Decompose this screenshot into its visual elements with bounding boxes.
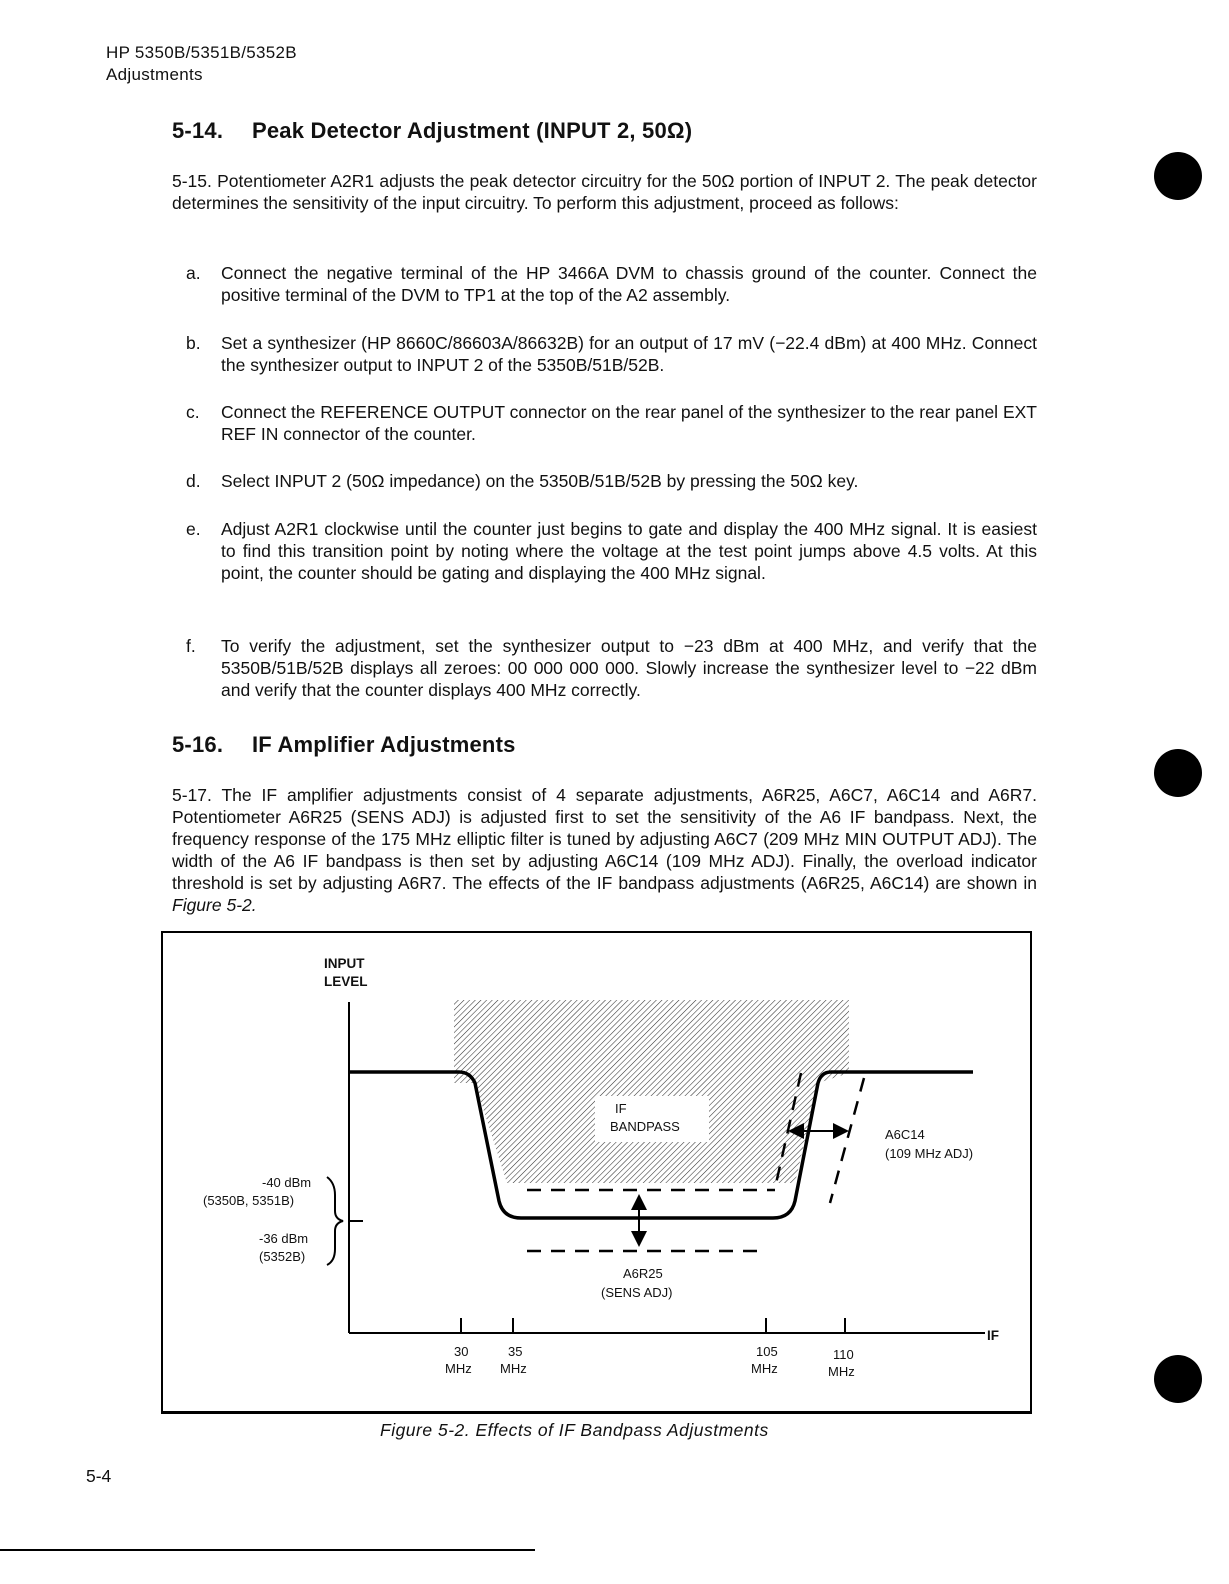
list-item-label: a.	[186, 263, 201, 283]
list-item	[186, 262, 1037, 306]
tick-label-value: 110	[833, 1347, 854, 1362]
page-number: 5-4	[86, 1466, 112, 1486]
list-item	[186, 401, 1037, 445]
list-item-text: To verify the adjustment, set the synthesizer output to −23 dBm at 400 MHz, and verify that the 5350B/51B/52B displays all zeroes: 00 000 000 000. Slowly increase the synthesizer level to −22 dBm and verify that the counter displays 400 MHz correctly.	[221, 636, 1037, 700]
section-heading-if-amplifier	[172, 732, 516, 758]
list-item-label: c.	[186, 402, 200, 422]
section-heading-peak-detector	[172, 118, 692, 144]
adjusted-edge-dashed	[830, 1078, 864, 1203]
tick-label-unit: MHz	[751, 1361, 778, 1376]
list-item-label: e.	[186, 519, 201, 539]
paragraph-5-15: 5-15. Potentiometer A2R1 adjusts the peak detector circuitry for the 50Ω portion of INPUT 2. The peak detector determines the sensitivity of the input circuitry. To perform this adjustment, proceed as follows:	[172, 171, 1037, 213]
figure-reference: Figure 5-2.	[172, 895, 257, 915]
paragraph-text: 5-17. The IF amplifier adjustments consist of 4 separate adjustments, A6R25, A6C7, A6C14 and A6R7. Potentiometer A6R25 (SENS ADJ) is adjusted first to set the sensitivity of the A6 IF bandpass. Next, the frequency response of the 175 MHz elliptic filter is tuned by adjusting A6C7 (209 MHz MIN OUTPUT ADJ). The width of the A6 IF bandpass is then set by adjusting A6C14 (109 MHz ADJ). Finally, the overload indicator threshold is set by adjusting A6R7. The effects of the IF bandpass adjustments (A6R25, A6C14) are shown in	[172, 785, 1037, 893]
list-item-text: Set a synthesizer (HP 8660C/86603A/86632B) for an output of 17 mV (−22.4 dBm) at 400 MHz. Connect the synthesizer output to INPUT 2 of the 5350B/51B/52B.	[221, 333, 1037, 375]
list-item-label: d.	[186, 471, 201, 491]
level-brace	[327, 1177, 343, 1265]
y-axis-label-1: INPUT	[324, 956, 365, 971]
a6c14-label-2: (109 MHz ADJ)	[885, 1146, 974, 1161]
list-item-label: b.	[186, 333, 201, 353]
section-number: 5-16.	[172, 732, 224, 757]
binder-hole-mark	[1154, 1355, 1202, 1403]
x-axis-label: IF	[987, 1328, 999, 1343]
level1-label-1: -40 dBm	[262, 1175, 312, 1190]
section-title: IF Amplifier Adjustments	[252, 732, 516, 757]
a6c14-label-1: A6C14	[885, 1127, 925, 1142]
list-item-label: f.	[186, 636, 196, 656]
paragraph-5-17	[172, 784, 1037, 916]
a6r25-label-2: (SENS ADJ)	[601, 1285, 673, 1300]
figure-5-2-frame	[161, 931, 1032, 1414]
y-axis-label-2: LEVEL	[324, 974, 368, 989]
list-item-text: Select INPUT 2 (50Ω impedance) on the 5350B/51B/52B by pressing the 50Ω key.	[221, 471, 859, 491]
figure-caption: Figure 5-2. Effects of IF Bandpass Adjustments	[380, 1420, 769, 1440]
list-item-text: Adjust A2R1 clockwise until the counter just begins to gate and display the 400 MHz signal. It is easiest to find this transition point by noting where the voltage at the test point jumps above 4.5 volts. At this point, the counter should be gating and displaying the 400 MHz signal.	[221, 519, 1037, 583]
header-section: Adjustments	[106, 65, 203, 84]
band-label-1: IF	[615, 1101, 627, 1116]
footer-rule	[0, 1549, 535, 1551]
list-item	[186, 518, 1037, 584]
section-number: 5-14.	[172, 118, 224, 143]
list-item	[186, 332, 1037, 376]
tick-label-value: 35	[508, 1344, 523, 1359]
tick-label-value: 30	[454, 1344, 469, 1359]
if-bandpass-hatch-region	[454, 1000, 849, 1183]
binder-hole-mark	[1154, 749, 1202, 797]
a6r25-label-1: A6R25	[623, 1266, 663, 1281]
band-label-2: BANDPASS	[610, 1119, 680, 1134]
section-title: Peak Detector Adjustment (INPUT 2, 50Ω)	[252, 118, 693, 143]
if-bandpass-diagram	[163, 933, 1030, 1411]
running-header	[106, 42, 297, 86]
level1-label-2: (5350B, 5351B)	[203, 1193, 295, 1208]
list-item	[186, 635, 1037, 701]
level2-label-1: -36 dBm	[259, 1231, 309, 1246]
tick-label-value: 105	[756, 1344, 778, 1359]
level2-label-2: (5352B)	[259, 1249, 306, 1264]
list-item-text: Connect the REFERENCE OUTPUT connector on the rear panel of the synthesizer to the rear panel EXT REF IN connector of the counter.	[221, 402, 1037, 444]
tick-label-unit: MHz	[445, 1361, 472, 1376]
binder-hole-mark	[1154, 152, 1202, 200]
list-item-text: Connect the negative terminal of the HP 3466A DVM to chassis ground of the counter. Connect the positive terminal of the DVM to TP1 at the top of the A2 assembly.	[221, 263, 1037, 305]
tick-label-unit: MHz	[828, 1364, 855, 1379]
list-item	[186, 470, 1037, 492]
header-model: HP 5350B/5351B/5352B	[106, 43, 297, 62]
tick-label-unit: MHz	[500, 1361, 527, 1376]
